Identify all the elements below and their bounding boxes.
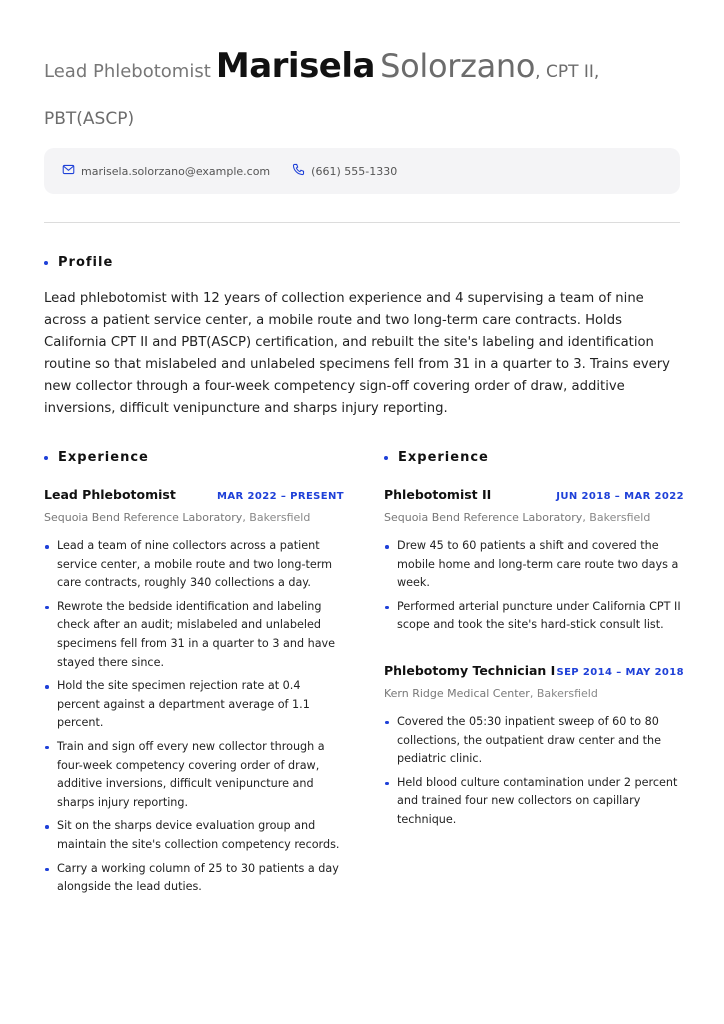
job-org [44,511,344,524]
job-org [384,687,684,700]
job-dates: MAR 2022 – PRESENT [217,491,344,502]
email-text: marisela.solorzano@example.com [81,164,271,178]
credentials: , CPT II, [535,62,600,82]
job-bullet: Sit on the sharps device evaluation group and maintain the site's collection competency records. [44,817,344,854]
job-title: Lead Phlebotomist [44,487,176,502]
job-header [384,663,684,678]
bullet-dot-icon [384,456,388,460]
job-entry [384,663,684,830]
job-header [44,487,344,502]
job-dates: SEP 2014 – MAY 2018 [556,666,684,678]
job-bullet: Drew 45 to 60 patients a shift and covered the mobile home and long-term care route two days a week. [384,537,684,593]
job-bullet: Rewrote the bedside identification and labeling check after an audit; mislabeled and unlabeled specimens fell from 31 in a quarter to 3 and have stayed there since. [44,598,344,672]
divider [44,222,680,223]
org-name: Sequoia Bend Reference Laboratory [384,511,583,524]
job-bullet: Held blood culture contamination under 2 percent and trained four new collectors on capillary technique. [384,774,684,830]
org-name: Sequoia Bend Reference Laboratory [44,511,243,524]
resume-header [44,44,684,130]
name-line [44,44,684,94]
org-place: , Bakersfield [242,511,311,524]
bullet-dot-icon [44,456,48,460]
job-bullet: Performed arterial puncture under California CPT II scope and took the site's hard-stick consult list. [384,598,684,635]
job-title: Phlebotomy Technician I [384,662,556,678]
first-name: Marisela [215,46,375,86]
contact-email[interactable] [62,163,270,179]
profile-section [44,255,684,420]
experience-heading [44,450,344,465]
job-bullets [44,537,344,897]
job-entry [384,487,684,635]
job-bullet: Covered the 05:30 inpatient sweep of 60 to 80 collections, the outpatient draw center and the pediatric clinic. [384,713,684,769]
contact-phone[interactable] [292,163,397,179]
job-bullet: Hold the site specimen rejection rate at 0.4 percent against a department average of 1.1 percent. [44,677,344,733]
bullet-dot-icon [44,261,48,265]
profile-heading [44,255,684,270]
profile-text: Lead phlebotomist with 12 years of collection experience and 4 supervising a team of nine across a patient service center, a mobile route and two long-term care contracts. Holds California CPT II and PBT(ASCP) certification, and rebuilt the site's labeling and identification routine so that mislabeled and unlabeled specimens fell from 31 in a quarter to 3. Trains every new collector through a four-week competency sign-off covering order of draw, additive inversions, difficult venipuncture and sharps injury reporting. [44,291,670,416]
contact-bar [44,148,680,194]
org-place: , Bakersfield [582,511,651,524]
credentials-cont: PBT(ASCP) [44,109,135,129]
phone-icon [292,163,305,179]
job-bullets [384,537,684,635]
job-bullets [384,713,684,830]
job-bullet: Lead a team of nine collectors across a patient service center, a mobile route and two long-term care contracts, roughly 340 collections a day. [44,537,344,593]
job-bullet: Carry a working column of 25 to 30 patients a day alongside the lead duties. [44,860,344,897]
org-name: Kern Ridge Medical Center [384,686,530,700]
job-entry [44,487,344,897]
profile-title: Profile [58,255,114,270]
last-name: Solorzano [380,47,536,85]
job-header [384,487,684,502]
experience-right-column [384,450,684,835]
job-title: Phlebotomist II [384,487,492,502]
experience-heading [384,450,684,465]
job-bullet: Train and sign off every new collector through a four-week competency covering order of draw, additive inversions, difficult venipuncture and sharps injury reporting. [44,738,344,812]
mail-icon [62,163,75,179]
experience-left-column [44,450,344,902]
job-role: Lead Phlebotomist [44,61,211,82]
org-place: , Bakersfield [529,686,598,700]
experience-title: Experience [58,450,149,465]
job-dates: JUN 2018 – MAR 2022 [556,491,684,502]
phone-text: (661) 555-1330 [311,164,398,178]
experience-title: Experience [398,450,489,465]
job-org [384,511,684,524]
